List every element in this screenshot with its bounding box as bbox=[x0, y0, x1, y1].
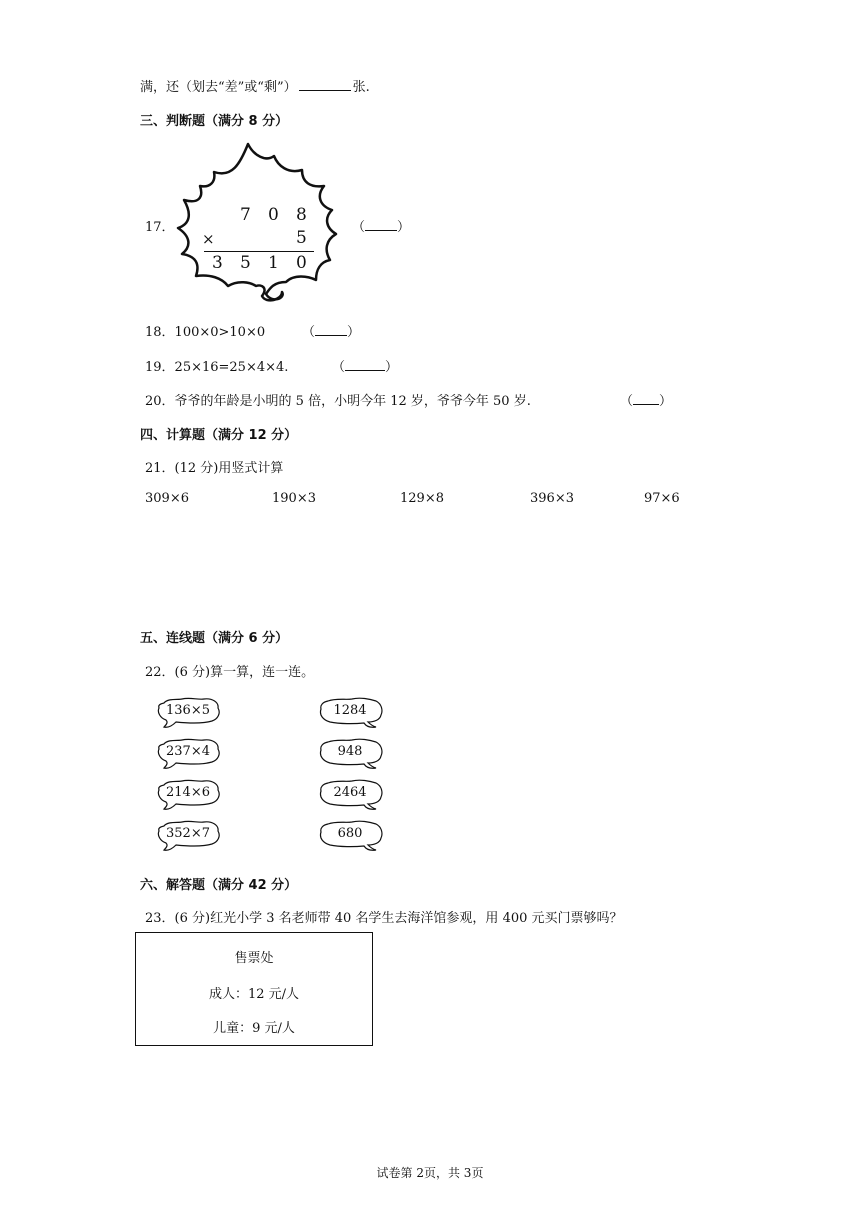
page-footer: 试卷第 2页，共 3页 bbox=[376, 1166, 484, 1180]
calc-item: 396×3 bbox=[530, 491, 574, 506]
answer-blank[interactable] bbox=[345, 360, 385, 371]
leaf-outline-icon bbox=[170, 142, 340, 304]
expression-bubble[interactable]: 136×5 bbox=[156, 697, 222, 729]
q17-number: 17． bbox=[145, 220, 175, 235]
q17-multiplier: 5 bbox=[296, 228, 307, 248]
answer-blank[interactable] bbox=[315, 325, 347, 336]
calc-item: 190×3 bbox=[272, 491, 316, 506]
times-sign: × bbox=[202, 230, 215, 248]
q19-text: 19．25×16=25×4×4. bbox=[145, 360, 289, 375]
q20-text: 20．爷爷的年龄是小明的 5 倍，小明今年 12 岁，爷爷今年 50 岁. bbox=[145, 394, 531, 409]
q17-top-digit: 8 bbox=[296, 205, 307, 225]
q17-result-digit: 0 bbox=[296, 253, 307, 273]
prev-question-suffix: 张. bbox=[352, 80, 370, 95]
q23-text: 23．(6 分)红光小学 3 名老师带 40 名学生去海洋馆参观，用 400 元买门票够吗？ bbox=[145, 911, 623, 926]
expression-bubble[interactable]: 237×4 bbox=[156, 738, 222, 770]
section-3-title: 三、判断题（满分 8 分） bbox=[140, 114, 289, 129]
q22-text: 22．(6 分)算一算，连一连。 bbox=[145, 665, 315, 680]
q17-result-digit: 1 bbox=[268, 253, 279, 273]
q21-text: 21．(12 分)用竖式计算 bbox=[145, 461, 284, 476]
answer-blank[interactable] bbox=[365, 220, 397, 231]
calc-item: 129×8 bbox=[400, 491, 444, 506]
expression-bubble[interactable]: 214×6 bbox=[156, 779, 222, 811]
ticket-child-price: 儿童：9 元/人 bbox=[213, 1021, 295, 1036]
expression-bubble[interactable]: 352×7 bbox=[156, 820, 222, 852]
section-5-title: 五、连线题（满分 6 分） bbox=[140, 631, 289, 646]
ticket-title: 售票处 bbox=[234, 951, 274, 966]
answer-blank[interactable] bbox=[299, 78, 351, 91]
section-6-title: 六、解答题（满分 42 分） bbox=[140, 878, 298, 893]
answer-bubble[interactable]: 1284 bbox=[318, 697, 384, 729]
ticket-adult-price: 成人：12 元/人 bbox=[208, 987, 300, 1002]
prev-question-tail bbox=[140, 76, 370, 95]
q17-answer: （ ） bbox=[352, 220, 411, 235]
q17-result-digit: 5 bbox=[240, 253, 251, 273]
q20-answer: （ ） bbox=[620, 394, 673, 409]
q18-text: 18．100×0>10×0 bbox=[145, 325, 266, 340]
q17-top-digit: 0 bbox=[268, 205, 279, 225]
q17-result-digit: 3 bbox=[212, 253, 223, 273]
section-4-title: 四、计算题（满分 12 分） bbox=[140, 428, 298, 443]
answer-bubble[interactable]: 680 bbox=[318, 820, 384, 852]
ticket-office-box bbox=[135, 932, 373, 1046]
calc-item: 97×6 bbox=[644, 491, 680, 506]
prev-question-text: 满，还（划去“差”或“剩”） bbox=[140, 80, 297, 95]
q19-answer: （ ） bbox=[332, 360, 399, 375]
calc-item: 309×6 bbox=[145, 491, 189, 506]
q17-top-digit: 7 bbox=[240, 205, 251, 225]
answer-bubble[interactable]: 948 bbox=[318, 738, 384, 770]
calc-line bbox=[204, 251, 314, 252]
q18-answer: （ ） bbox=[302, 325, 361, 340]
answer-bubble[interactable]: 2464 bbox=[318, 779, 384, 811]
answer-blank[interactable] bbox=[633, 394, 659, 405]
